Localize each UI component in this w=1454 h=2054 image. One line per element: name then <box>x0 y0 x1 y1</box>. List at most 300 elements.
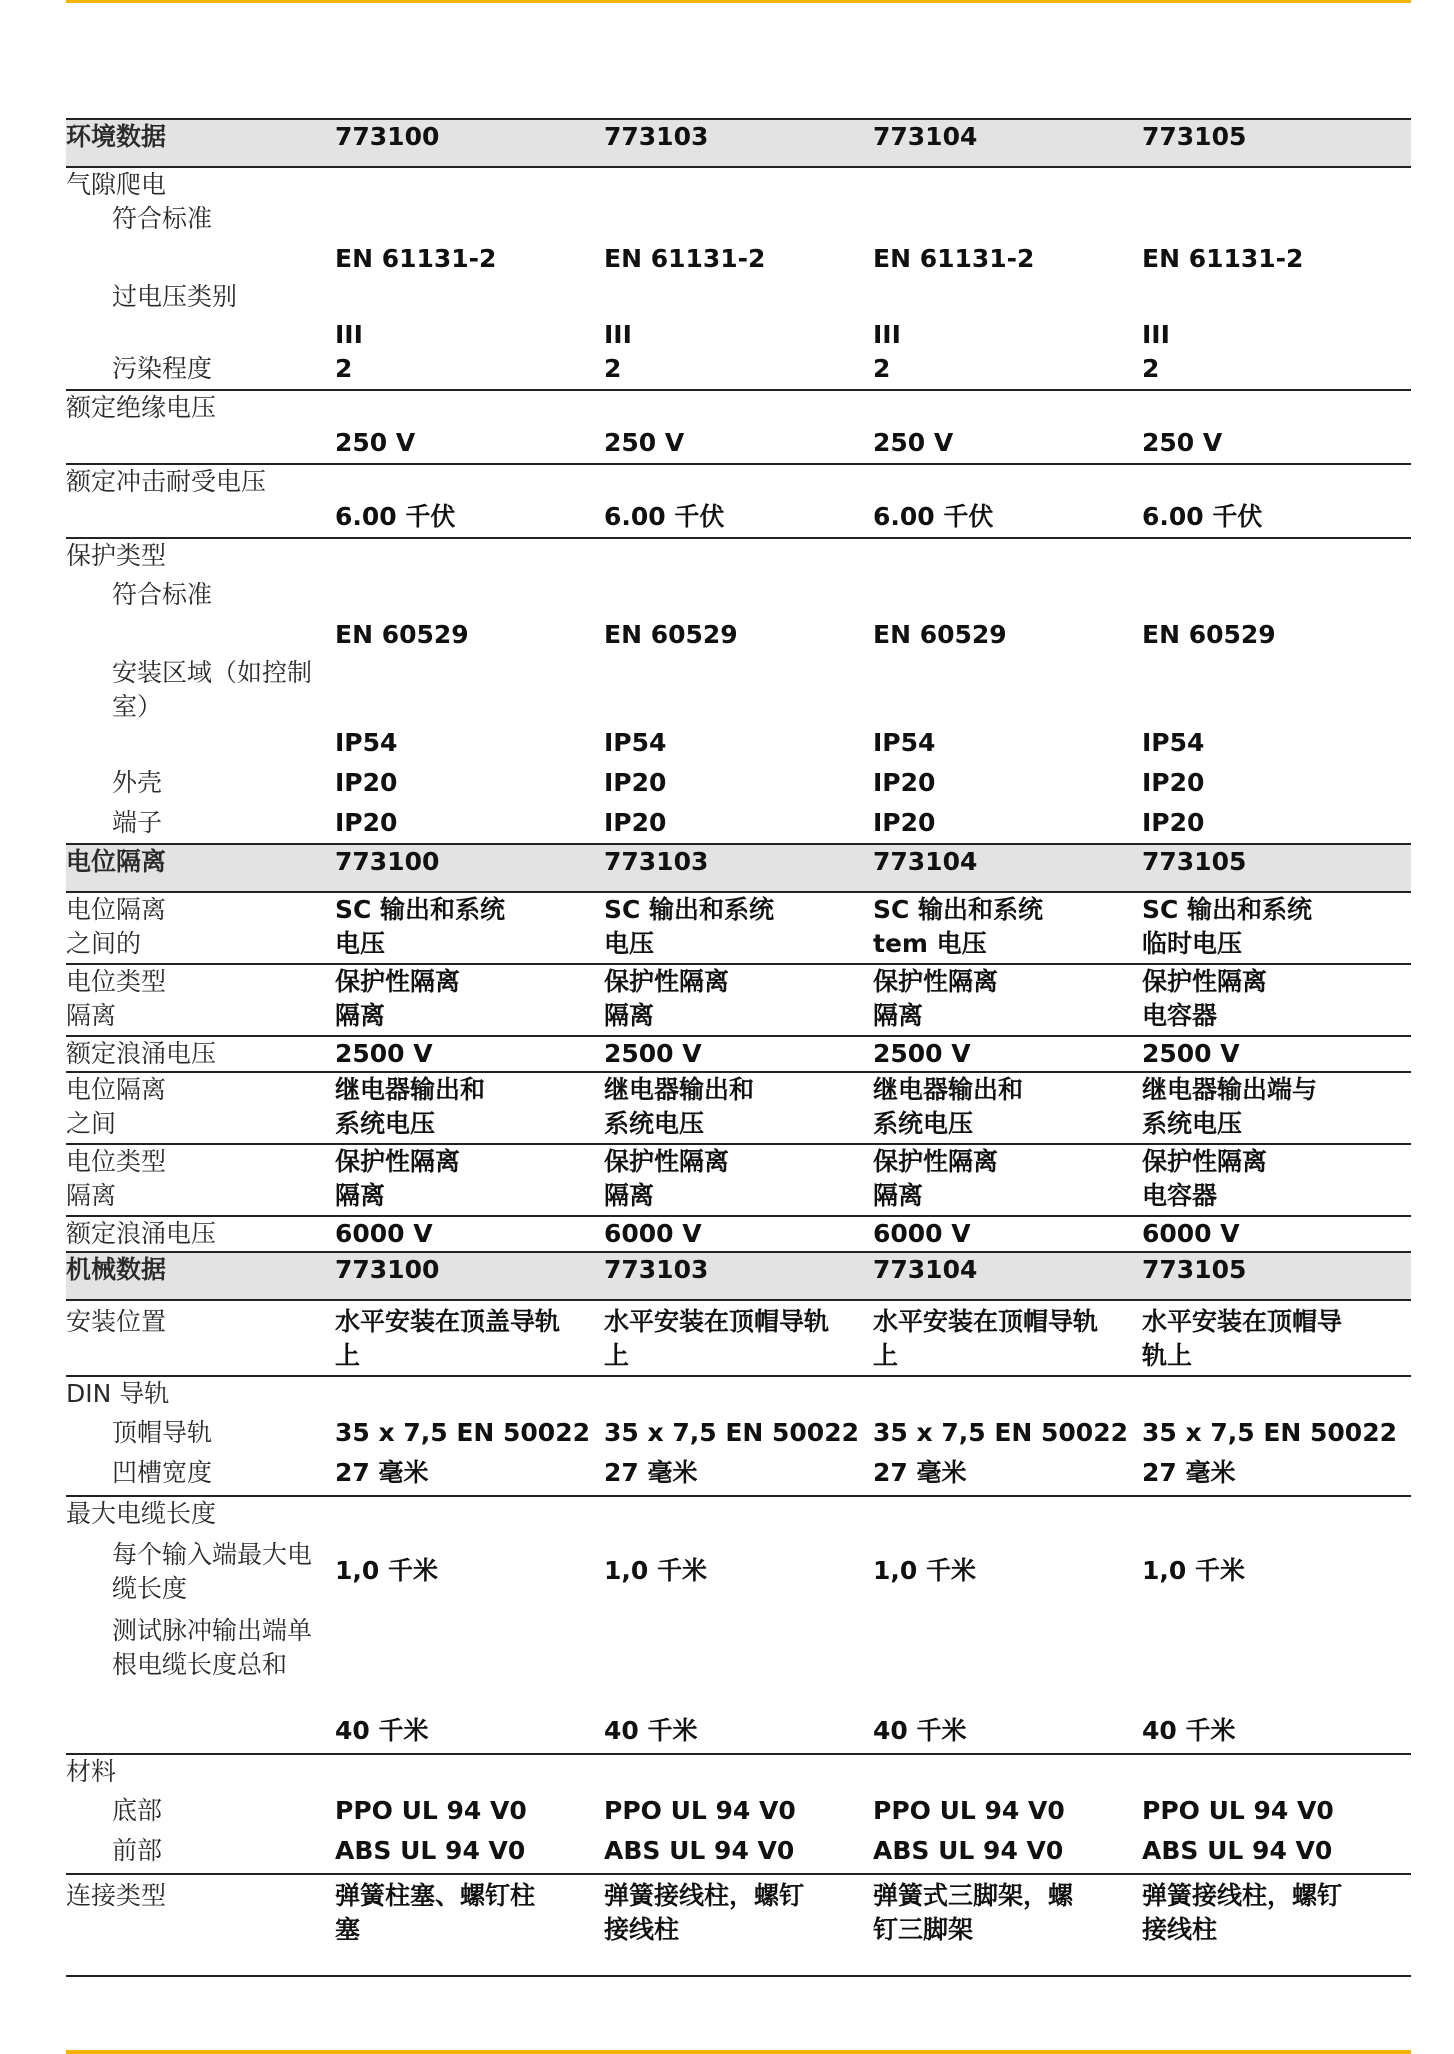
empty-cell <box>873 280 1142 314</box>
spec-value <box>1142 500 1411 538</box>
spec-value-text: 2500 V <box>1142 1039 1240 1068</box>
row-label <box>66 1300 335 1376</box>
row-label-text: 室） <box>112 692 163 721</box>
spec-value <box>335 612 604 656</box>
spec-value-text: 接线柱 <box>604 1915 680 1944</box>
empty-cell <box>335 1614 604 1714</box>
spec-value-text: 保护性隔离 <box>604 1147 730 1176</box>
spec-row <box>66 806 1411 844</box>
spec-value-text: 40 千米 <box>1142 1716 1236 1745</box>
spec-value-text: PPO UL 94 V0 <box>873 1796 1065 1825</box>
spec-value-text: SC 输出和系统 <box>335 895 506 924</box>
empty-cell <box>604 390 873 426</box>
empty-cell <box>1142 464 1411 500</box>
spec-row <box>66 1416 1411 1456</box>
spec-value-text: III <box>335 320 363 349</box>
row-label-text: 外壳 <box>112 768 163 797</box>
spec-row <box>66 1496 1411 1538</box>
spec-value <box>604 1300 873 1376</box>
spec-value <box>335 1036 604 1072</box>
empty-cell <box>604 1614 873 1714</box>
product-number <box>604 119 873 167</box>
spec-row <box>66 236 1411 280</box>
empty-cell <box>873 538 1142 578</box>
spec-value <box>1142 1416 1411 1456</box>
spec-value <box>1142 1456 1411 1496</box>
spec-value <box>604 1216 873 1252</box>
product-number-text: 773103 <box>604 1255 709 1284</box>
spec-value-text: 隔离 <box>604 1001 655 1030</box>
product-number <box>1142 119 1411 167</box>
spec-value-text: 隔离 <box>604 1181 655 1210</box>
spec-value <box>604 426 873 464</box>
spec-value <box>335 500 604 538</box>
row-label-text: 符合标准 <box>112 204 213 233</box>
spec-row <box>66 1754 1411 1794</box>
empty-cell <box>1142 390 1411 426</box>
spec-row <box>66 1376 1411 1416</box>
spec-value <box>1142 1072 1411 1144</box>
empty-cell <box>873 1614 1142 1714</box>
spec-value <box>873 1144 1142 1216</box>
row-label <box>66 612 335 656</box>
spec-row <box>66 167 1411 202</box>
spec-value-text: IP20 <box>604 808 667 837</box>
row-label-text: 电位类型 <box>66 1147 167 1176</box>
product-number-text: 773100 <box>335 847 440 876</box>
spec-value-text: 上 <box>873 1341 899 1370</box>
spec-row <box>66 538 1411 578</box>
row-label <box>66 1456 335 1496</box>
spec-value-text: PPO UL 94 V0 <box>335 1796 527 1825</box>
spec-value <box>1142 1036 1411 1072</box>
product-number-text: 773104 <box>873 1255 978 1284</box>
spec-value-text: 电容器 <box>1142 1181 1218 1210</box>
spec-value-text: IP54 <box>1142 728 1205 757</box>
empty-cell <box>604 202 873 236</box>
row-label-text: 每个输入端最大电 <box>112 1540 313 1569</box>
product-number <box>873 1252 1142 1300</box>
spec-value <box>335 314 604 352</box>
spec-value-text: 系统电压 <box>1142 1109 1243 1138</box>
spec-value <box>873 892 1142 964</box>
spec-value <box>873 1300 1142 1376</box>
spec-value <box>335 1216 604 1252</box>
spec-value-text: 27 毫米 <box>1142 1458 1236 1487</box>
row-label <box>66 464 335 500</box>
row-label <box>66 236 335 280</box>
row-label-text: 凹槽宽度 <box>112 1458 213 1487</box>
row-label <box>66 1614 335 1714</box>
product-number-text: 773105 <box>1142 122 1247 151</box>
spec-value-text: 2500 V <box>335 1039 433 1068</box>
spec-value-text: 35 x 7,5 EN 50022 <box>1142 1418 1397 1447</box>
row-label <box>66 202 335 236</box>
empty-cell <box>335 1496 604 1538</box>
spec-value <box>1142 1874 1411 1976</box>
row-label-text: 污染程度 <box>112 354 213 383</box>
spec-value <box>1142 892 1411 964</box>
product-number <box>1142 844 1411 892</box>
spec-value <box>335 1874 604 1976</box>
spec-value <box>1142 1144 1411 1216</box>
empty-cell <box>335 167 604 202</box>
empty-cell <box>604 167 873 202</box>
spec-value-text: 保护性隔离 <box>604 967 730 996</box>
product-number <box>873 844 1142 892</box>
row-label <box>66 806 335 844</box>
spec-value <box>604 236 873 280</box>
spec-value <box>335 726 604 766</box>
spec-value-text: EN 60529 <box>604 620 738 649</box>
row-label-text: 前部 <box>112 1836 163 1865</box>
empty-cell <box>1142 578 1411 612</box>
spec-value-text: 2 <box>873 354 891 383</box>
spec-row <box>66 726 1411 766</box>
empty-cell <box>1142 1754 1411 1794</box>
spec-value-text: 2 <box>335 354 353 383</box>
spec-value <box>873 1456 1142 1496</box>
empty-cell <box>1142 1376 1411 1416</box>
spec-value <box>335 426 604 464</box>
spec-value <box>335 806 604 844</box>
spec-value-text: EN 61131-2 <box>1142 244 1304 273</box>
row-label <box>66 1376 335 1416</box>
row-label <box>66 314 335 352</box>
empty-cell <box>604 280 873 314</box>
product-number <box>604 1252 873 1300</box>
product-number <box>335 844 604 892</box>
empty-cell <box>1142 167 1411 202</box>
spec-value-text: IP20 <box>335 768 398 797</box>
spec-value-text: EN 60529 <box>1142 620 1276 649</box>
spec-value <box>604 1874 873 1976</box>
spec-value-text: 2500 V <box>604 1039 702 1068</box>
spec-value <box>335 1794 604 1834</box>
spec-row <box>66 1714 1411 1754</box>
spec-value-text: 保护性隔离 <box>873 1147 999 1176</box>
empty-cell <box>873 202 1142 236</box>
spec-value <box>335 1538 604 1614</box>
row-label-text: 保护类型 <box>66 541 167 570</box>
product-number-text: 773105 <box>1142 847 1247 876</box>
spec-value-text: 40 千米 <box>873 1716 967 1745</box>
spec-row <box>66 1874 1411 1976</box>
spec-row <box>66 892 1411 964</box>
empty-cell <box>604 1496 873 1538</box>
empty-cell <box>873 1376 1142 1416</box>
spec-value <box>873 1072 1142 1144</box>
spec-value-text: 系统电压 <box>335 1109 436 1138</box>
row-label <box>66 538 335 578</box>
spec-value <box>335 352 604 390</box>
spec-value-text: EN 61131-2 <box>335 244 497 273</box>
empty-cell <box>873 464 1142 500</box>
spec-value-text: 继电器输出端与 <box>1142 1075 1318 1104</box>
spec-value-text: ABS UL 94 V0 <box>335 1836 526 1865</box>
row-label <box>66 656 335 726</box>
spec-value <box>335 892 604 964</box>
spec-row <box>66 500 1411 538</box>
row-label <box>66 500 335 538</box>
spec-value <box>873 426 1142 464</box>
spec-value-text: 塞 <box>335 1915 361 1944</box>
empty-cell <box>335 578 604 612</box>
spec-value <box>604 964 873 1036</box>
row-label <box>66 892 335 964</box>
row-label-text: 缆长度 <box>112 1574 188 1603</box>
empty-cell <box>1142 280 1411 314</box>
specification-table <box>66 118 1411 1977</box>
spec-value-text: 临时电压 <box>1142 929 1243 958</box>
spec-row <box>66 656 1411 726</box>
empty-cell <box>873 656 1142 726</box>
spec-value <box>604 766 873 806</box>
spec-row <box>66 390 1411 426</box>
row-label <box>66 280 335 314</box>
spec-value-text: 保护性隔离 <box>1142 967 1268 996</box>
spec-value <box>873 1416 1142 1456</box>
spec-value <box>335 1714 604 1754</box>
spec-value-text: SC 输出和系统 <box>604 895 775 924</box>
row-label-text: 气隙爬电 <box>66 170 167 199</box>
spec-value <box>873 352 1142 390</box>
spec-value-text: 弹簧柱塞、螺钉柱 <box>335 1881 536 1910</box>
row-label <box>66 390 335 426</box>
spec-value <box>1142 426 1411 464</box>
row-label <box>66 1036 335 1072</box>
spec-value <box>335 236 604 280</box>
empty-cell <box>1142 656 1411 726</box>
spec-row <box>66 766 1411 806</box>
spec-value-text: 继电器输出和 <box>335 1075 486 1104</box>
empty-cell <box>1142 202 1411 236</box>
spec-value-text: IP20 <box>335 808 398 837</box>
spec-value-text: 水平安装在顶帽导 <box>1142 1307 1343 1336</box>
spec-value-text: 250 V <box>335 428 416 457</box>
empty-cell <box>604 538 873 578</box>
row-label-text: 连接类型 <box>66 1881 167 1910</box>
spec-value <box>604 1714 873 1754</box>
spec-value <box>873 1794 1142 1834</box>
row-label <box>66 578 335 612</box>
spec-value-text: IP54 <box>873 728 936 757</box>
spec-value-text: 6.00 千伏 <box>1142 502 1263 531</box>
product-number-text: 773100 <box>335 1255 440 1284</box>
spec-value <box>604 806 873 844</box>
empty-cell <box>335 656 604 726</box>
row-label-text: 材料 <box>66 1757 117 1786</box>
row-label <box>66 1794 335 1834</box>
spec-value-text: EN 61131-2 <box>873 244 1035 273</box>
spec-value-text: 250 V <box>873 428 954 457</box>
row-label-text: 隔离 <box>66 1001 117 1030</box>
spec-value-text: 1,0 千米 <box>1142 1556 1245 1585</box>
spec-value-text: 250 V <box>604 428 685 457</box>
row-label-text: 安装区域（如控制 <box>112 658 313 687</box>
spec-value-text: 隔离 <box>873 1001 924 1030</box>
spec-row <box>66 1614 1411 1714</box>
empty-cell <box>335 1754 604 1794</box>
row-label <box>66 1416 335 1456</box>
spec-value <box>1142 612 1411 656</box>
spec-value <box>1142 1714 1411 1754</box>
spec-value-text: 电压 <box>604 929 655 958</box>
spec-value <box>1142 1538 1411 1614</box>
spec-value <box>1142 1216 1411 1252</box>
spec-row <box>66 578 1411 612</box>
spec-row <box>66 1538 1411 1614</box>
bottom-accent-rule <box>66 2050 1411 2054</box>
spec-value <box>1142 1794 1411 1834</box>
row-label-text: 符合标准 <box>112 580 213 609</box>
spec-value-text: III <box>1142 320 1170 349</box>
spec-value-text: 40 千米 <box>335 1716 429 1745</box>
spec-value <box>873 726 1142 766</box>
product-number <box>604 844 873 892</box>
spec-row <box>66 119 1411 167</box>
spec-value-text: 上 <box>335 1341 361 1370</box>
product-number-text: 773103 <box>604 122 709 151</box>
spec-value-text: ABS UL 94 V0 <box>873 1836 1064 1865</box>
row-label-text: 端子 <box>112 808 163 837</box>
spec-row <box>66 1144 1411 1216</box>
spec-value <box>1142 964 1411 1036</box>
empty-cell <box>335 538 604 578</box>
empty-cell <box>873 578 1142 612</box>
section-title-text: 电位隔离 <box>66 847 167 876</box>
spec-value <box>873 964 1142 1036</box>
empty-cell <box>873 1496 1142 1538</box>
spec-value-text: 1,0 千米 <box>873 1556 976 1585</box>
empty-cell <box>604 578 873 612</box>
spec-value-text: 2 <box>1142 354 1160 383</box>
empty-cell <box>604 1376 873 1416</box>
row-label-text: 额定浪涌电压 <box>66 1039 217 1068</box>
spec-value <box>604 1794 873 1834</box>
spec-value <box>335 1834 604 1874</box>
row-label-text: 电位类型 <box>66 967 167 996</box>
spec-value-text: EN 61131-2 <box>604 244 766 273</box>
product-number <box>1142 1252 1411 1300</box>
spec-value-text: IP20 <box>873 808 936 837</box>
spec-row <box>66 1794 1411 1834</box>
section-title <box>66 844 335 892</box>
spec-value-text: 27 毫米 <box>873 1458 967 1487</box>
spec-value-text: 隔离 <box>335 1001 386 1030</box>
product-number <box>335 1252 604 1300</box>
row-label <box>66 726 335 766</box>
row-label-text: 额定冲击耐受电压 <box>66 467 267 496</box>
spec-value <box>873 1874 1142 1976</box>
section-title-text: 机械数据 <box>66 1255 167 1284</box>
spec-value-text: 27 毫米 <box>604 1458 698 1487</box>
spec-value-text: tem 电压 <box>873 929 987 958</box>
row-label <box>66 1144 335 1216</box>
spec-value <box>604 1036 873 1072</box>
spec-row <box>66 426 1411 464</box>
spec-value-text: 35 x 7,5 EN 50022 <box>604 1418 859 1447</box>
spec-value-text: 上 <box>604 1341 630 1370</box>
spec-value <box>604 1072 873 1144</box>
spec-value <box>873 314 1142 352</box>
spec-value <box>873 1216 1142 1252</box>
spec-value-text: 隔离 <box>335 1181 386 1210</box>
spec-value-text: 电容器 <box>1142 1001 1218 1030</box>
row-label-text: 电位隔离 <box>66 1075 167 1104</box>
row-label-text: DIN 导轨 <box>66 1379 170 1408</box>
spec-value-text: EN 60529 <box>335 620 469 649</box>
spec-row <box>66 612 1411 656</box>
spec-value-text: ABS UL 94 V0 <box>604 1836 795 1865</box>
spec-value <box>873 500 1142 538</box>
spec-value <box>1142 726 1411 766</box>
spec-value-text: 继电器输出和 <box>604 1075 755 1104</box>
spec-value-text: 40 千米 <box>604 1716 698 1745</box>
spec-value <box>335 1416 604 1456</box>
spec-row <box>66 280 1411 314</box>
spec-value-text: 27 毫米 <box>335 1458 429 1487</box>
spec-value-text: PPO UL 94 V0 <box>1142 1796 1334 1825</box>
spec-value-text: 保护性隔离 <box>335 1147 461 1176</box>
row-label-text: 顶帽导轨 <box>112 1418 213 1447</box>
spec-value <box>335 1456 604 1496</box>
spec-row <box>66 1036 1411 1072</box>
spec-value-text: 250 V <box>1142 428 1223 457</box>
spec-value <box>335 766 604 806</box>
row-label <box>66 964 335 1036</box>
spec-value <box>604 1416 873 1456</box>
spec-value-text: SC 输出和系统 <box>1142 895 1313 924</box>
spec-value <box>604 612 873 656</box>
spec-value <box>604 1538 873 1614</box>
empty-cell <box>873 1754 1142 1794</box>
spec-value-text: 35 x 7,5 EN 50022 <box>335 1418 590 1447</box>
spec-value <box>604 352 873 390</box>
spec-value-text: 系统电压 <box>604 1109 705 1138</box>
spec-value <box>1142 236 1411 280</box>
spec-value-text: SC 输出和系统 <box>873 895 1044 924</box>
row-label <box>66 766 335 806</box>
spec-value <box>873 806 1142 844</box>
spec-value <box>604 726 873 766</box>
empty-cell <box>1142 538 1411 578</box>
empty-cell <box>604 656 873 726</box>
product-number-text: 773103 <box>604 847 709 876</box>
spec-value <box>873 1036 1142 1072</box>
row-label <box>66 1714 335 1754</box>
spec-value <box>1142 766 1411 806</box>
spec-value-text: 6000 V <box>873 1219 971 1248</box>
spec-value <box>873 612 1142 656</box>
spec-value-text: 1,0 千米 <box>335 1556 438 1585</box>
spec-row <box>66 1072 1411 1144</box>
row-label <box>66 1496 335 1538</box>
spec-value <box>873 1834 1142 1874</box>
spec-value-text: 2 <box>604 354 622 383</box>
spec-value <box>1142 1300 1411 1376</box>
section-title-text: 环境数据 <box>66 122 167 151</box>
row-label-text: 过电压类别 <box>112 282 238 311</box>
row-label <box>66 1874 335 1976</box>
spec-value-text: 6000 V <box>604 1219 702 1248</box>
empty-cell <box>335 280 604 314</box>
spec-value <box>1142 806 1411 844</box>
spec-value <box>335 1144 604 1216</box>
spec-value <box>604 1456 873 1496</box>
spec-value-text: IP20 <box>1142 808 1205 837</box>
spec-value <box>335 964 604 1036</box>
